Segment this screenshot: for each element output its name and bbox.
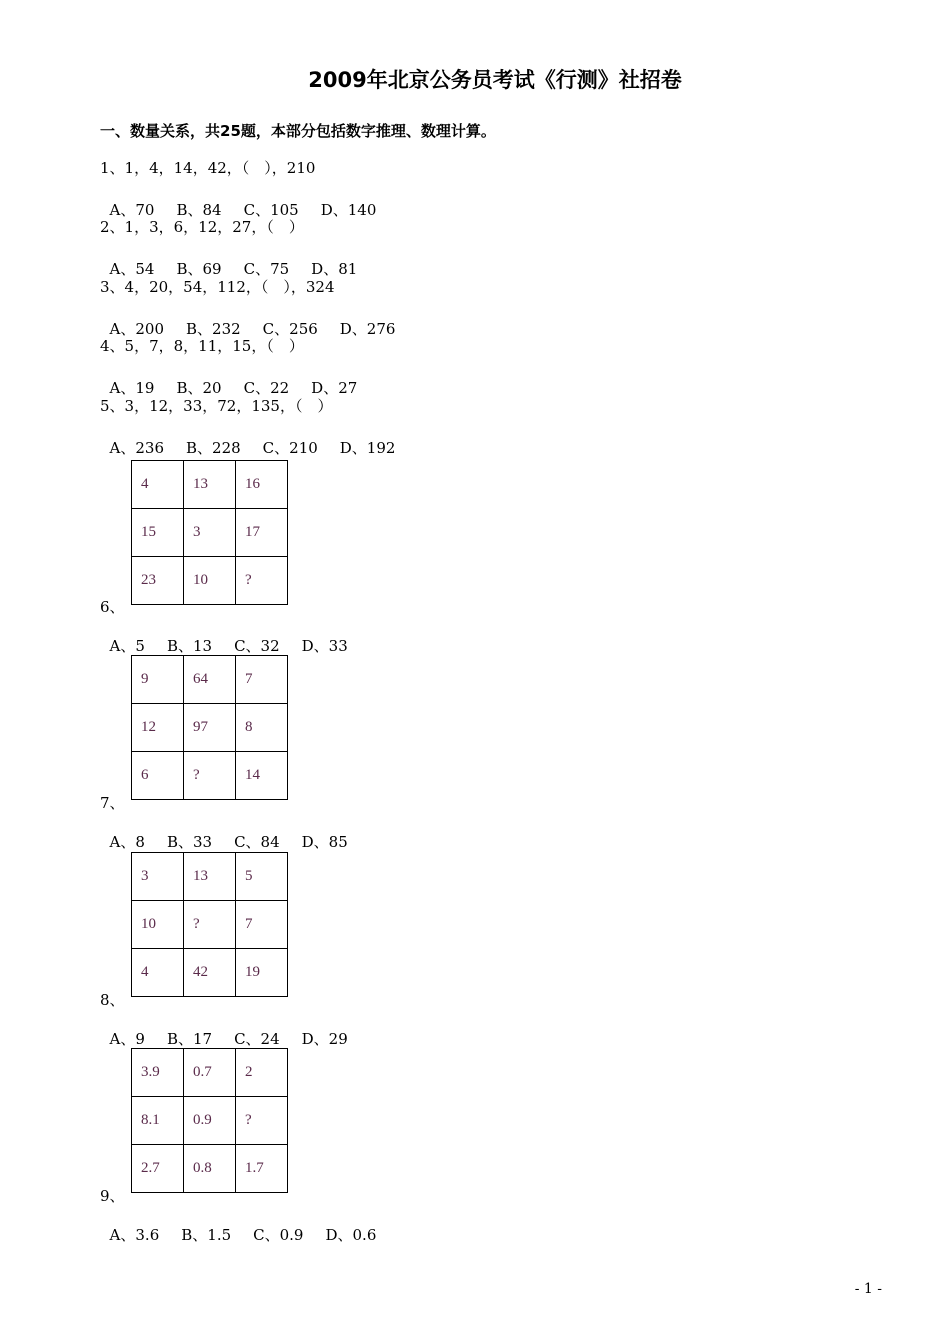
option-b: B、13 — [166, 637, 213, 655]
question-6-grid — [131, 460, 288, 605]
option-a: A、236 — [109, 439, 165, 457]
option-a: A、3.6 — [109, 1226, 160, 1244]
grid-cell: 8.1 — [132, 1097, 184, 1145]
question-5-options — [100, 418, 417, 458]
question-6-number: 6、 — [100, 598, 125, 616]
option-d: D、29 — [301, 1030, 348, 1048]
option-a: A、9 — [109, 1030, 145, 1048]
option-a: A、8 — [109, 833, 145, 851]
option-d: D、81 — [311, 260, 358, 278]
question-4-options — [100, 358, 379, 398]
option-d: D、33 — [301, 637, 348, 655]
question-7-options — [100, 812, 370, 852]
option-b: B、84 — [176, 201, 222, 219]
option-c: C、75 — [243, 260, 290, 278]
grid-cell: ? — [184, 901, 236, 949]
option-a: A、70 — [109, 201, 155, 219]
question-1-options — [100, 180, 398, 220]
grid-cell: 19 — [236, 949, 288, 997]
option-b: B、228 — [186, 439, 241, 457]
grid-cell: 10 — [132, 901, 184, 949]
question-2-options — [100, 239, 379, 279]
grid-cell: ? — [236, 557, 288, 605]
document-title: 2009年北京公务员考试《行测》社招卷 — [308, 68, 682, 92]
option-c: C、0.9 — [253, 1226, 304, 1244]
option-b: B、20 — [176, 379, 222, 397]
grid-cell: 13 — [184, 461, 236, 509]
grid-cell: 3 — [132, 853, 184, 901]
option-c: C、32 — [234, 637, 280, 655]
option-c: C、24 — [234, 1030, 280, 1048]
option-d: D、27 — [311, 379, 358, 397]
grid-cell: 0.8 — [184, 1145, 236, 1193]
question-2-stem: 2、1，3，6，12，27，（ ） — [100, 218, 304, 236]
grid-cell: ? — [184, 752, 236, 800]
option-a: A、54 — [109, 260, 155, 278]
question-1-stem: 1、1，4，14，42，（ ），210 — [100, 159, 316, 177]
option-b: B、232 — [186, 320, 241, 338]
question-3-options — [100, 299, 417, 339]
grid-cell: 3 — [184, 509, 236, 557]
question-3-stem: 3、4，20，54，112，（ ），324 — [100, 278, 335, 296]
grid-cell: 42 — [184, 949, 236, 997]
option-d: D、0.6 — [325, 1226, 377, 1244]
option-b: B、33 — [166, 833, 213, 851]
grid-cell: 1.7 — [236, 1145, 288, 1193]
grid-cell: 12 — [132, 704, 184, 752]
option-a: A、19 — [109, 379, 155, 397]
grid-cell: 3.9 — [132, 1049, 184, 1097]
grid-cell: 23 — [132, 557, 184, 605]
grid-cell: 13 — [184, 853, 236, 901]
option-c: C、84 — [234, 833, 280, 851]
option-a: A、5 — [109, 637, 145, 655]
option-c: C、105 — [243, 201, 299, 219]
option-d: D、140 — [320, 201, 377, 219]
grid-cell: 7 — [236, 901, 288, 949]
section-heading: 一、数量关系，共25题，本部分包括数字推理、数理计算。 — [100, 122, 496, 140]
grid-cell: 7 — [236, 656, 288, 704]
question-9-number: 9、 — [100, 1187, 125, 1205]
question-5-stem: 5、3，12，33，72，135，（ ） — [100, 397, 333, 415]
grid-cell: 5 — [236, 853, 288, 901]
option-d: D、192 — [339, 439, 396, 457]
grid-cell: 6 — [132, 752, 184, 800]
option-d: D、276 — [339, 320, 396, 338]
grid-cell: 8 — [236, 704, 288, 752]
grid-cell: 16 — [236, 461, 288, 509]
grid-cell: 0.9 — [184, 1097, 236, 1145]
grid-cell: 2.7 — [132, 1145, 184, 1193]
grid-cell: 64 — [184, 656, 236, 704]
question-9-grid — [131, 1048, 288, 1193]
option-c: C、256 — [262, 320, 318, 338]
question-6-options — [100, 616, 370, 656]
grid-cell: 9 — [132, 656, 184, 704]
option-d: D、85 — [301, 833, 348, 851]
option-c: C、22 — [243, 379, 290, 397]
option-b: B、1.5 — [181, 1226, 232, 1244]
grid-cell: 2 — [236, 1049, 288, 1097]
option-b: B、17 — [166, 1030, 213, 1048]
grid-cell: 97 — [184, 704, 236, 752]
question-7-number: 7、 — [100, 794, 125, 812]
grid-cell: 4 — [132, 461, 184, 509]
question-8-grid — [131, 852, 288, 997]
grid-cell: 0.7 — [184, 1049, 236, 1097]
question-8-number: 8、 — [100, 991, 125, 1009]
question-9-options — [100, 1205, 398, 1245]
page-number: - 1 - — [854, 1281, 882, 1297]
question-7-grid — [131, 655, 288, 800]
grid-cell: ? — [236, 1097, 288, 1145]
option-c: C、210 — [262, 439, 318, 457]
question-8-options — [100, 1009, 370, 1049]
option-a: A、200 — [109, 320, 165, 338]
grid-cell: 4 — [132, 949, 184, 997]
option-b: B、69 — [176, 260, 222, 278]
grid-cell: 10 — [184, 557, 236, 605]
question-4-stem: 4、5，7，8，11，15，（ ） — [100, 337, 304, 355]
grid-cell: 17 — [236, 509, 288, 557]
grid-cell: 14 — [236, 752, 288, 800]
grid-cell: 15 — [132, 509, 184, 557]
